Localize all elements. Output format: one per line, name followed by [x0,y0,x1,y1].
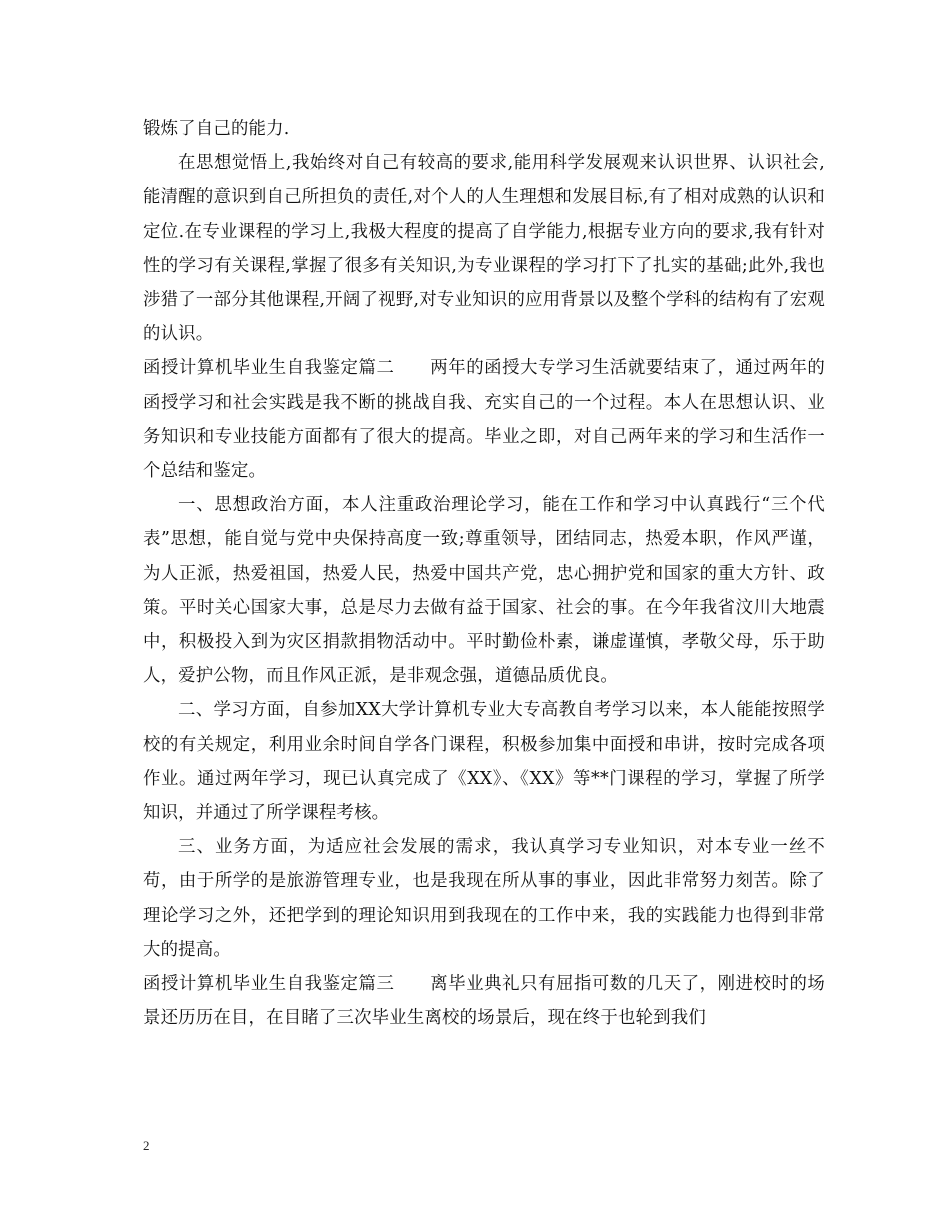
paragraph-political: 一、思想政治方面，本人注重政治理论学习，能在工作和学习中认真践行“三个代表”思想，能自觉与党中央保持高度一致;尊重领导，团结同志，热爱本职，作风严谨，为人正派，热爱祖国，热爱人民，热爱中国共产党，忠心拥护党和国家的重大方针、政策。平时关心国家大事，总是尽力去做有益于国家、社会的事。在今年我省汶川大地震中，积极投入到为灾区捐款捐物活动中。平时勤俭朴素，谦虚谨慎，孝敬父母，乐于助人，爱护公物，而且作风正派，是非观念强，道德品质优良。 [143,495,825,687]
paragraph-professional: 三、业务方面，为适应社会发展的需求，我认真学习专业知识，对本专业一丝不苟，由于所学的是旅游管理专业，也是我现在所从事的事业，因此非常努力刻苦。除了理论学习之外，还把学到的理论知识用到我现在的工作中来，我的实践能力也得到非常大的提高。 [143,837,825,960]
paragraph-study: 二、学习方面，自参加XX大学计算机专业大专高教自考学习以来，本人能能按照学校的有关规定，利用业余时间自学各门课程，积极参加集中面授和串讲，按时完成各项作业。通过两年学习，现已认真完成了《XX》、《XX》等**门课程的学习，掌握了所学知识，并通过了所学课程考核。 [143,700,825,824]
page-number: 2 [143,1138,150,1153]
paragraph-continuation: 锻炼了自己的能力. [143,119,290,139]
document-body [143,112,825,1035]
section-three-heading-paragraph: 函授计算机毕业生自我鉴定篇三 离毕业典礼只有屈指可数的几天了，刚进校时的场景还历历在目，在目睹了三次毕业生离校的场景后，现在终于也轮到我们 [143,974,825,1029]
paragraph-ideological-awareness: 在思想觉悟上,我始终对自己有较高的要求,能用科学发展观来认识世界、认识社会,能清醒的意识到自己所担负的责任,对个人的人生理想和发展目标,有了相对成熟的认识和定位.在专业课程的学习上,我极大程度的提高了自学能力,根据专业方向的要求,我有针对性的学习有关课程,掌握了很多有关知识,为专业课程的学习打下了扎实的基础;此外,我也涉猎了一部分其他课程,开阔了视野,对专业知识的应用背景以及整个学科的结构有了宏观的认识。 [143,153,825,345]
section-two-heading-paragraph: 函授计算机毕业生自我鉴定篇二 两年的函授大专学习生活就要结束了，通过两年的函授学习和社会实践是我不断的挑战自我、充实自己的一个过程。本人在思想认识、业务知识和专业技能方面都有了很大的提高。毕业之即，对自己两年来的学习和生活作一个总结和鉴定。 [143,358,825,482]
